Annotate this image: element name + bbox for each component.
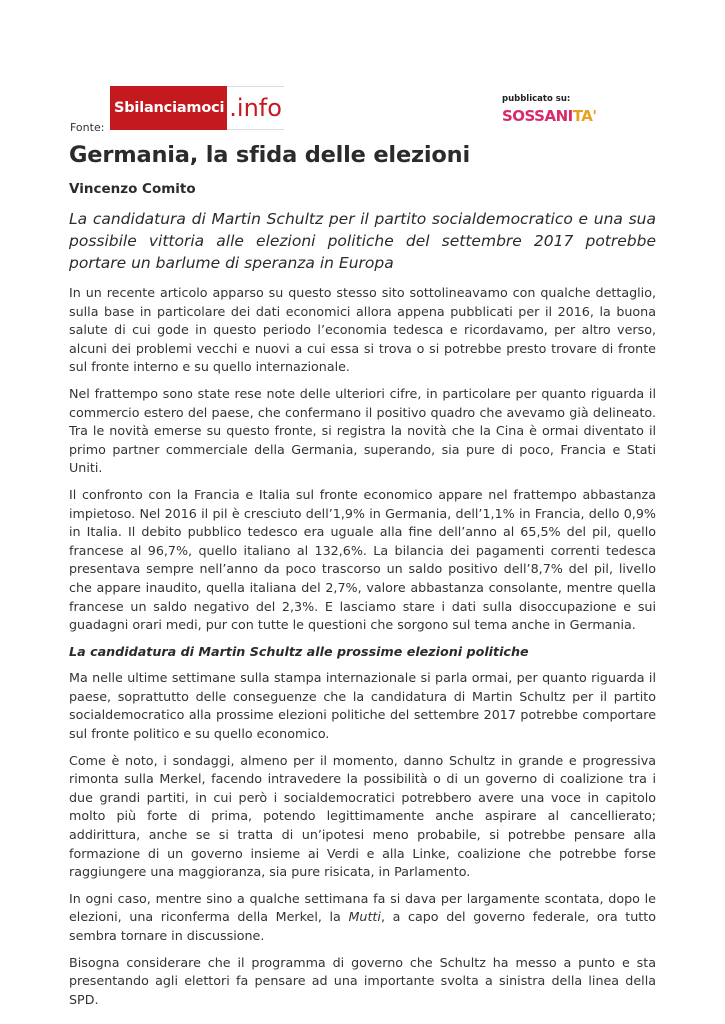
published-on-block bbox=[502, 94, 602, 125]
source-label: Fonte: bbox=[70, 121, 105, 134]
paragraph-4: Ma nelle ultime settimane sulla stampa internazionale si parla ormai, per quanto riguarda il paese, soprattutto delle conseguenze che la candidatura di Martin Schultz per il partito socialdemocratico alla prossime elezioni politiche del settembre 2017 potrebbe comportare sul fronte politico e su quello economico. bbox=[69, 670, 656, 742]
paragraph-6-italic: Mutti bbox=[348, 909, 381, 925]
sbilanciamoci-logo[interactable] bbox=[110, 86, 281, 130]
article-body bbox=[69, 284, 656, 1017]
paragraph-5: Come è noto, i sondaggi, almeno per il momento, danno Schultz in grande e progressiva rimonta sulla Merkel, facendo intravedere la possibilità o di un governo di coalizione tra i due grandi partiti, in cui però i socialdemocratici potrebbero avere una voce in capitolo molto più forte di prima, potendo legittimamente anche aspirare al cancellierato; addirittura, anche se si tratta di un’ipotesi meno probabile, si potrebbe pensare alla formazione di un governo insieme ai Verdi e alla Linke, coalizione che potrebbe forse raggiungere una maggioranza, sia pure risicata, in Parlamento. bbox=[69, 752, 656, 880]
paragraph-1: In un recente articolo apparso su questo stesso sito sottolineavamo con qualche dettaglio, sulla base in particolare dei dati economici allora appena pubblicati per il 2016, la buona salute di cui gode in questo periodo l’economia tedesca e ricordavamo, per altro verso, alcuni dei problemi vecchi e nuovi a cui essa si trova o si potrebbe presto trovare di fronte sul fronte interno e su quello internazionale. bbox=[69, 285, 656, 375]
sossanita-logo[interactable] bbox=[502, 107, 602, 125]
sbilanciamoci-logo-suffix: .info bbox=[227, 86, 284, 130]
section-heading: La candidatura di Martin Schultz alle prossime elezioni politiche bbox=[69, 643, 529, 659]
paragraph-6 bbox=[69, 890, 656, 946]
sossanita-logo-part2: TA' bbox=[572, 107, 597, 125]
sbilanciamoci-logo-main: Sbilanciamoci bbox=[110, 86, 227, 130]
article-subtitle: La candidatura di Martin Schultz per il partito socialdemocratico e una sua possibile vittoria alle elezioni politiche del settembre 2017 potrebbe portare un barlume di speranza in Europa bbox=[69, 210, 656, 272]
paragraph-6-before: In ogni caso, mentre sino a qualche settimana fa si dava per largamente scontata, dopo le elezioni, una riconferma della Merkel, la bbox=[69, 890, 656, 925]
article-author: Vincenzo Comito bbox=[69, 181, 196, 197]
published-label: pubblicato su: bbox=[502, 94, 571, 104]
paragraph-2: Nel frattempo sono state rese note delle ulteriori cifre, in particolare per quanto riguarda il commercio estero del paese, che confermano il positivo quadro che avevamo già delineato. Tra le novità emerse su questo fronte, si registra la novità che la Cina è ormai diventato il primo partner commerciale della Germania, superando, sia pure di poco, Francia e Stati Uniti. bbox=[69, 385, 656, 476]
source-header bbox=[70, 84, 660, 134]
sossanita-logo-part1: SOSSANI bbox=[502, 107, 573, 125]
paragraph-7: Bisogna considerare che il programma di governo che Schultz ha messo a punto e sta presentando agli elettori fa pensare ad una importante svolta a sinistra della linea della SPD. bbox=[69, 954, 656, 1007]
paragraph-3: Il confronto con la Francia e Italia sul fronte economico appare nel frattempo abbastanza impietoso. Nel 2016 il pil è cresciuto dell’1,9% in Germania, dell’1,1% in Francia, dello 0,9% in Italia. Il debito pubblico tedesco era uguale alla fine dell’anno al 65,5% del pil, quello francese al 96,7%, quello italiano al 132,6%. La bilancia dei pagamenti correnti tedesca presentava sempre nell’anno da poco trascorso un saldo positivo dell’8,7% del pil, livello che appare inaudito, quella italiana del 2,7%, valore abbastanza consolante, mentre quella francese un saldo negativo del 2,3%. E lasciamo stare i dati sulla disoccupazione e sui guadagni orari medi, pur con tutte le questioni che sorgono sul tema anche in Germania. bbox=[69, 486, 656, 633]
paragraph-6-after: , a capo del governo federale, ora tutto sembra tornare in discussione. bbox=[69, 909, 657, 943]
article-title: Germania, la sfida delle elezioni bbox=[69, 142, 471, 168]
